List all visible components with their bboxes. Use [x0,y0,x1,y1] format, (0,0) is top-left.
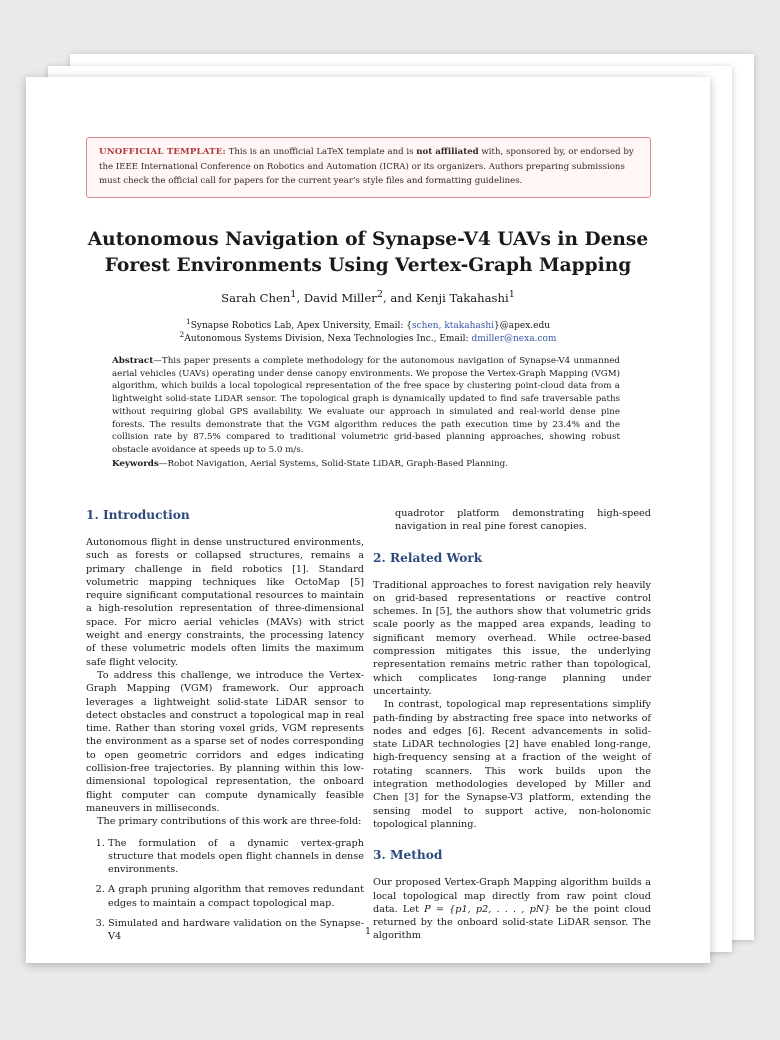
list-item-continuation: quadrotor platform demonstrating high-speed navigation in real pine forest canopies. [395,508,651,533]
paragraph: In contrast, topological map representations simplify path-finding by abstracting free space into networks of nodes and edges [6]. Recent advancements in solid-state LiDAR technologies [2] have enabled long-range, high-frequency sensing at a fraction of the weight of rotating scanners. This work builds upon the integration methodologies developed by Miller and Chen [3] for the Synapse-V3 platform, extending the sensing model to support active, non-holonomic topological planning. [373,699,651,830]
paper-title [66,227,670,279]
paragraph: Traditional approaches to forest navigation rely heavily on grid-based representations or reactive control schemes. In [5], the authors show that volumetric grids scale poorly as the mapped area expands, leading to significant memory overhead. While octree-based compression mitigates this issue, the underlying representation remains metric rather than topological, which complicates long-range planning under uncertainty. [373,579,651,697]
list-item: 1. The formulation of a dynamic vertex-graph structure that models open flight channels in dense environments. [108,837,364,877]
section-heading-method: 3. Method [373,848,443,863]
affil-tail: }@apex.edu [494,321,551,331]
affil-sup: 2 [179,330,185,339]
unofficial-template-notice [86,137,651,198]
section-heading-related-work: 2. Related Work [373,550,483,565]
author-name: David Miller [303,290,377,305]
keywords-text: —Robot Navigation, Aerial Systems, Solid-State LiDAR, Graph-Based Planning. [158,459,508,469]
title-line-2: Forest Environments Using Vertex-Graph Mapping [104,255,632,276]
affiliation-2 [66,329,670,345]
abstract-label: Abstract [112,356,154,366]
notice-lead: UNOFFICIAL TEMPLATE: [99,147,226,157]
paragraph: Autonomous flight in dense unstructured environments, such as forests or collapsed structures, remains a primary challenge in field robotics [1]. Standard volumetric mapping techniques like OctoMap [5] require significant computational resources to maintain a high-resolution representation of three-dimensional space. For micro aerial vehicles (MAVs) with strict weight and energy constraints, the processing latency of these volumetric models often limits the maximum safe flight velocity. [86,537,364,668]
paragraph: To address this challenge, we introduce the Vertex-Graph Mapping (VGM) framework. Our approach leverages a lightweight solid-state LiDAR sensor to detect obstacles and construct a topological map in real time. Rather than storing voxel grids, VGM represents the environment as a sparse set of nodes corresponding to open geometric corridors and edges indicating collision-free trajectories. By planning within this low-dimensional topological representation, the onboard flight computer can compute dynamically feasible maneuvers in milliseconds. [86,669,364,814]
method-text-a: Our proposed Vertex-Graph Mapping algorithm builds a local topological map directly from raw point cloud data. Let [373,877,651,915]
abstract [112,355,620,457]
paper-page [26,77,710,963]
affil-text: Synapse Robotics Lab, Apex University, Email: { [190,321,413,331]
notice-bold: not affiliated [416,147,479,157]
author-sup: 2 [376,289,383,300]
author-list [66,289,670,305]
author-name: Sarah Chen [221,290,291,305]
author-name: Kenji Takahashi [415,290,509,305]
keywords-label: Keywords [112,459,159,469]
email-link[interactable]: schen, ktakahashi [412,321,495,331]
abstract-text: —This paper presents a complete methodology for the autonomous navigation of Synapse-V4 unmanned aerial vehicles (UAVs) operating under dense canopy environments. We propose the Vertex-Graph Mapping (VGM) algorithm, which builds a local topological representation of the free space by clustering point-cloud data from a lightweight solid-state LiDAR sensor. The topological graph is dynamically updated to find safe traversable paths without requiring global GPS availability. We evaluate our approach in simulated and real-world dense pine forests. The results demonstrate that the VGM algorithm reduces the path execution time by 23.4% and the collision rate by 87.5% compared to traditional volumetric grid-based planning approaches, showing robust obstacle avoidance at speeds up to 5.0 m/s. [112,356,620,455]
right-column [373,507,651,943]
notice-text-a: This is an unofficial LaTeX template and is [225,147,417,157]
notice-text-b: with, sponsored by, or endorsed by the IEEE International Conference on Robotics and Automation (ICRA) or its organizers. Authors preparing submissions must check the official call for papers for the current year’s style files and formatting guidelines. [99,147,634,186]
paragraph: The primary contributions of this work are three-fold: [97,816,362,828]
affil-sup: 1 [185,317,191,326]
author-sup: 1 [290,289,297,300]
author-sep: , [296,290,304,305]
math-expression: P = {p1, p2, . . . , pN} [424,903,551,915]
email-link[interactable]: dmiller@nexa.com [471,334,557,344]
keywords [112,458,620,471]
left-column [86,507,364,951]
list-item: 2. A graph pruning algorithm that removes redundant edges to maintain a compact topological map. [108,883,364,910]
list-item: 3. Simulated and hardware validation on the Synapse-V4 [108,917,364,944]
title-line-1: Autonomous Navigation of Synapse-V4 UAVs in Dense [87,229,649,250]
section-heading-introduction: 1. Introduction [86,508,190,522]
author-sep: , and [382,290,416,305]
method-text-b: be the point cloud returned by the onboard solid-state LiDAR sensor. The algorithm [373,903,651,942]
page-number: 1 [364,926,372,937]
affil-text: Autonomous Systems Division, Nexa Technologies Inc., Email: [184,334,472,344]
author-sup: 1 [508,289,515,300]
